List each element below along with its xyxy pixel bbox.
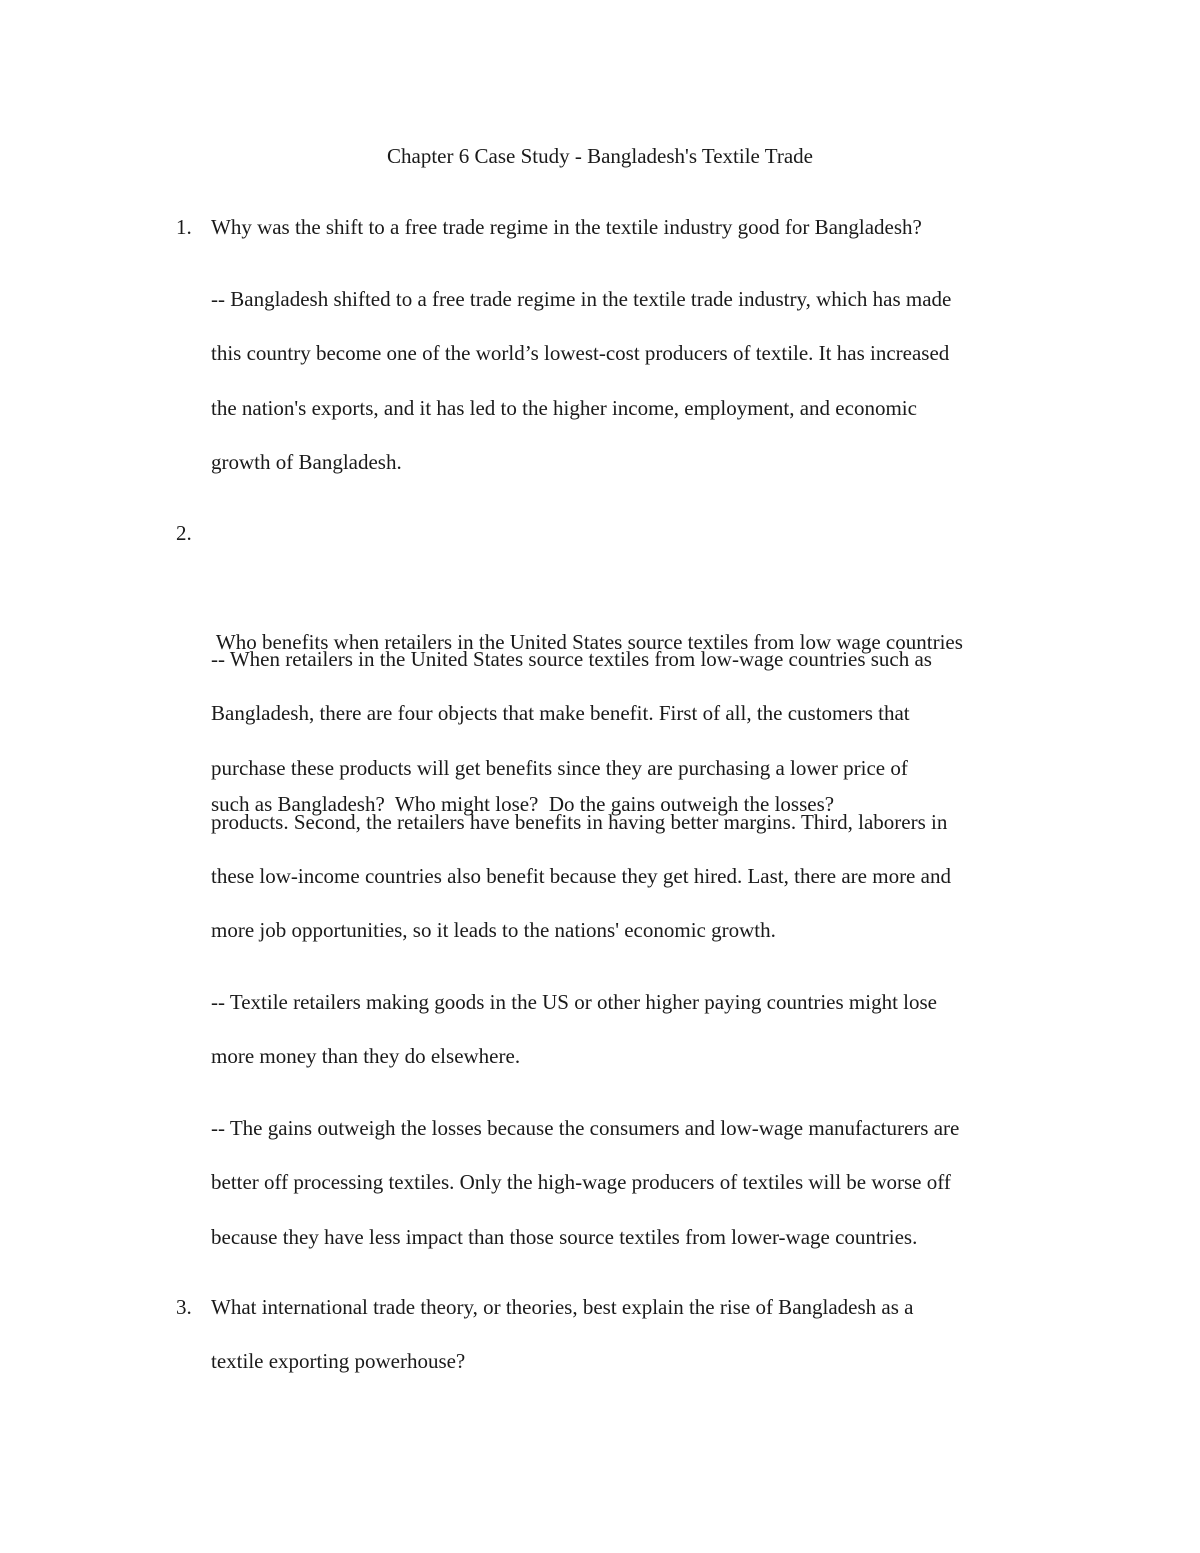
answer-2c-line-1: -- The gains outweigh the losses because the consumers and low-wage manufacturers are <box>211 1116 960 1140</box>
answer-2a-line-6: more job opportunities, so it leads to the nations' economic growth. <box>211 918 776 943</box>
page-title: Chapter 6 Case Study - Bangladesh's Textile Trade <box>387 144 813 168</box>
question-1-text <box>211 200 1071 254</box>
answer-1-line-3: the nation's exports, and it has led to the higher income, employment, and economic <box>211 395 917 420</box>
answer-2a-line-2: Bangladesh, there are four objects that make benefit. First of all, the customers that <box>211 701 910 726</box>
answer-1-line-4: growth of Bangladesh. <box>211 449 402 474</box>
question-2-line-2: such as Bangladesh? Who might lose? Do the gains outweigh the losses? <box>211 792 835 817</box>
question-3-text <box>211 1280 1071 1389</box>
question-number-1: 1. <box>176 215 192 239</box>
answer-2a-line-4: products. Second, the retailers have benefits in having better margins. Third, laborers in <box>211 809 948 834</box>
answer-2a-paragraph <box>211 632 1071 958</box>
answer-2a-line-1: -- When retailers in the United States source textiles from low-wage countries such as <box>211 647 932 671</box>
answer-1-line-2: this country become one of the world’s lowest-cost producers of textile. It has increased <box>211 341 950 366</box>
answer-2b-line-1: -- Textile retailers making goods in the US or other higher paying countries might lose <box>211 990 937 1014</box>
question-3-line-1: What international trade theory, or theories, best explain the rise of Bangladesh as a <box>211 1295 914 1319</box>
answer-2b-paragraph <box>211 975 1071 1084</box>
answer-2a-line-3: purchase these products will get benefits since they are purchasing a lower price of <box>211 755 908 780</box>
question-1-line-1: Why was the shift to a free trade regime in the textile industry good for Bangladesh? <box>211 215 922 239</box>
question-3-line-2: textile exporting powerhouse? <box>211 1349 466 1374</box>
answer-1-line-1: -- Bangladesh shifted to a free trade regime in the textile trade industry, which has made <box>211 287 952 311</box>
answer-2c-paragraph <box>211 1101 1071 1264</box>
answer-2b-line-2: more money than they do elsewhere. <box>211 1044 521 1069</box>
question-2-line-1: Who benefits when retailers in the United States source textiles from low wage countries <box>211 629 963 654</box>
question-number-3: 3. <box>176 1295 192 1319</box>
question-number-2: 2. <box>176 521 192 545</box>
answer-2a-line-5: these low-income countries also benefit because they get hired. Last, there are more and <box>211 864 951 889</box>
answer-1-paragraph <box>211 272 1071 489</box>
answer-2c-line-2: better off processing textiles. Only the high-wage producers of textiles will be worse off <box>211 1170 951 1195</box>
answer-2c-line-3: because they have less impact than those source textiles from lower-wage countries. <box>211 1224 918 1249</box>
